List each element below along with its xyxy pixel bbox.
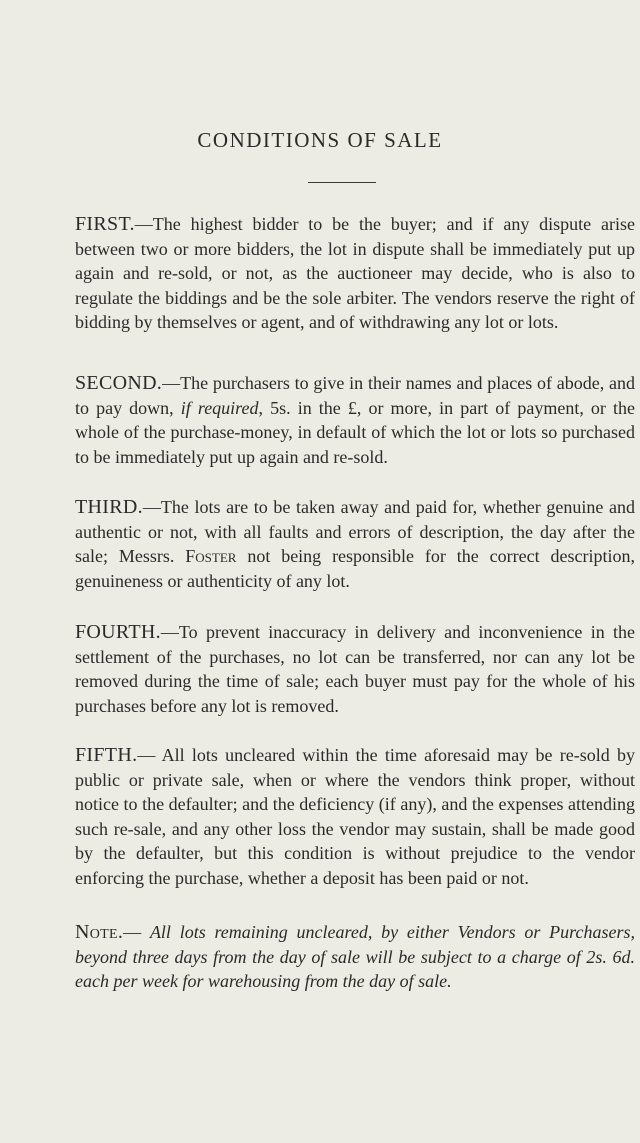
- note-text: All lots remaining uncleared, by either Vendors or Purchasers, beyond three days from the day of sale will be subject to a charge of 2s. 6d. each per week for warehousing from the day of sale.: [75, 922, 635, 991]
- page-title: CONDITIONS OF SALE: [197, 128, 443, 152]
- condition-text: —The lots are to be taken away and paid for, whether genuine and authentic or not, with all faults and errors of description, the day after the sale; Messrs.: [75, 497, 635, 566]
- condition-text: — All lots uncleared within the time aforesaid may be re-sold by public or private sale, when or where the vendors think proper, without notice to the defaulter; and the deficiency (if any), and the expenses attending such re-sale, and any other loss the vendor may sustain, shall be made good by the defaulter, but this condition is without prejudice to the vendor enforcing the purchase, whether a deposit has been paid or not.: [75, 745, 635, 888]
- condition-heading: FIRST.: [75, 213, 135, 235]
- condition-heading: SECOND.: [75, 372, 163, 394]
- condition-heading: FIFTH.: [75, 744, 138, 766]
- condition-heading: FOURTH.: [75, 621, 161, 643]
- condition-fourth: [75, 620, 635, 718]
- condition-heading: THIRD.: [75, 496, 143, 518]
- condition-text: , 5s. in the £, or more, in part of payment, or the whole of the purchase-money, in default of which the lot or lots so purchased to be immediately put up again and re-sold.: [75, 397, 636, 467]
- condition-third: [75, 495, 635, 593]
- firm-name: Foster: [185, 546, 237, 566]
- condition-first: [75, 212, 635, 335]
- condition-fifth: [75, 743, 635, 890]
- condition-text: —The purchasers to give in their names and places of abode, and to pay down,: [75, 373, 635, 418]
- condition-text: —The highest bidder to be the buyer; and if any dispute arise between two or more bidders, the lot in dispute shall be immediately put up again and re-sold, or not, as the auctioneer may decide, who is also to regulate the biddings and be the sole arbiter. The vendors reserve the right of bidding by themselves or agent, and of withdrawing any lot or lots.: [75, 214, 635, 332]
- condition-text-italic: if required: [180, 397, 259, 418]
- condition-text: —To prevent inaccuracy in delivery and inconvenience in the settlement of the purchases, no lot can be transferred, nor can any lot be removed during the time of sale; each buyer must pay for the whole of his purchases before any lot is removed.: [75, 622, 635, 716]
- condition-second: [75, 371, 635, 469]
- note: [75, 920, 635, 994]
- note-dash: —: [123, 922, 150, 942]
- condition-text: not being responsible for the correct description, genuineness or authenticity of any lot.: [75, 546, 635, 591]
- note-heading: Note.: [75, 921, 124, 943]
- title-divider: [308, 182, 376, 183]
